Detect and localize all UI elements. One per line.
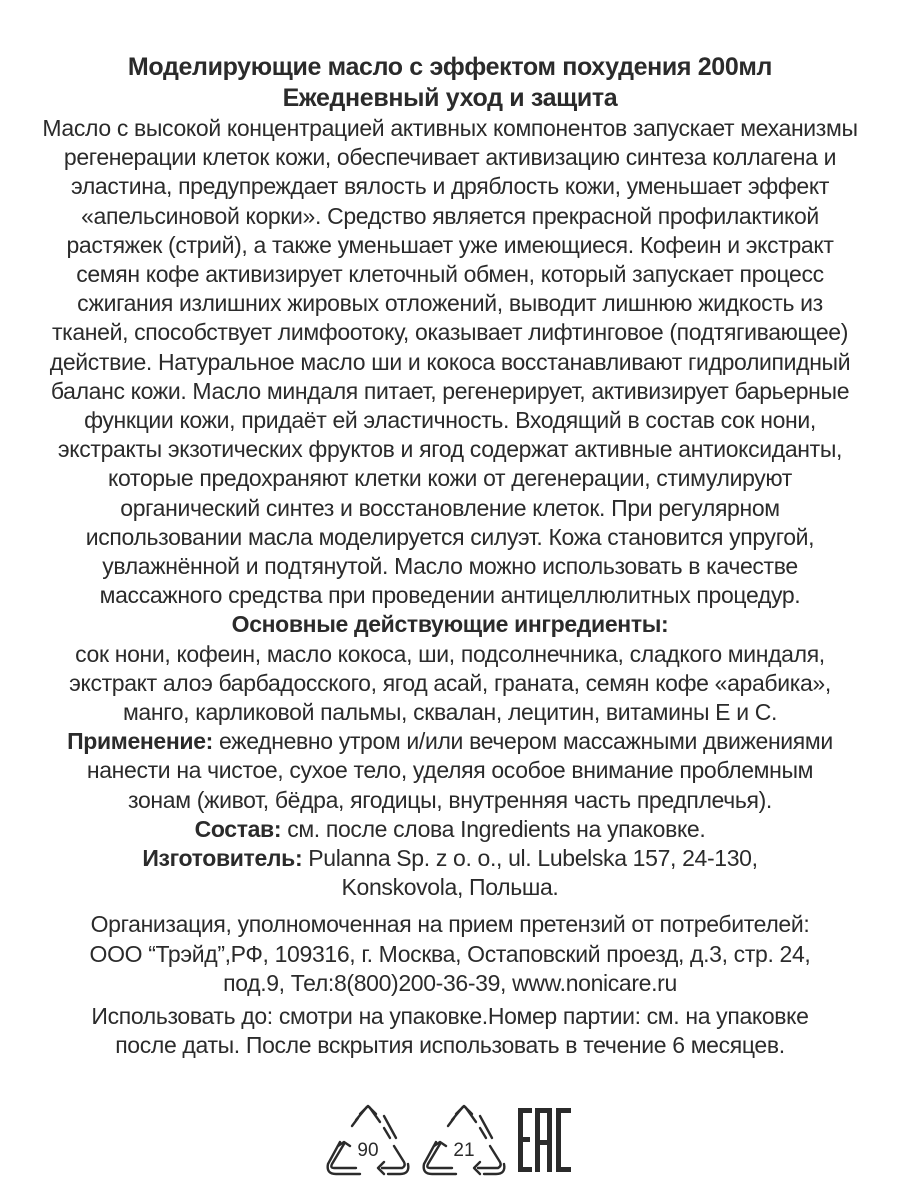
ingredients-heading: Основные действующие ингредиенты: <box>231 611 669 638</box>
description-line: действие. Натуральное масло ши и кокоса восстанавливают гидролипидный <box>49 348 851 375</box>
organization-line: Организация, уполномоченная на прием претензий от потребителей: <box>90 911 810 938</box>
organization-line: под.9, Тел:8(800)200-36-39, www.nonicare.ru <box>223 969 677 996</box>
manufacturer-label: Изготовитель: <box>142 845 303 872</box>
description-line: массажного средства при проведении антицеллюлитных процедур. <box>99 582 801 609</box>
ingredients-line: экстракт алоэ барбадосского, ягод асай, граната, семян кофе «арабика», <box>69 669 831 696</box>
composition-label: Состав: <box>194 815 282 842</box>
usage-text: ежедневно утром и/или вечером массажными движениями <box>212 728 833 755</box>
usage-line <box>0 727 900 756</box>
description-line: регенерации клеток кожи, обеспечивает активизацию синтеза коллагена и <box>63 144 837 171</box>
composition-line <box>0 815 900 844</box>
description-line: семян кофе активизирует клеточный обмен, который запускает процесс <box>76 261 824 288</box>
description-line: баланс кожи. Масло миндаля питает, регенерирует, активизирует барьерные <box>50 377 850 404</box>
product-subtitle: Ежедневный уход и защита <box>282 84 618 112</box>
expiry-line: после даты. После вскрытия использовать в течение 6 месяцев. <box>115 1032 785 1059</box>
description-line: сжигания излишних жировых отложений, выводит лишнюю жидкость из <box>77 290 823 317</box>
recycle-code-90: 90 <box>357 1140 379 1161</box>
recycle-triangle-icon <box>322 1102 414 1178</box>
description-line: Масло с высокой концентрацией активных компонентов запускает механизмы <box>42 115 858 141</box>
eac-mark-icon <box>516 1102 576 1178</box>
usage-line: зонам (живот, бёдра, ягодицы, внутренняя часть предплечья). <box>128 786 772 813</box>
description-line: увлажнённой и подтянутой. Масло можно использовать в качестве <box>102 553 798 580</box>
manufacturer-line: Konskovola, Польша. <box>341 874 559 901</box>
packaging-symbols <box>0 1102 900 1182</box>
description-line: экстракты экзотических фруктов и ягод содержат активные антиоксиданты, <box>57 436 843 463</box>
expiry-line: Использовать до: смотри на упаковке.Номер партии: см. на упаковке <box>91 1003 809 1030</box>
description-line: тканей, способствует лимфоотоку, оказывает лифтинговое (подтягивающее) <box>51 319 849 346</box>
description-line: «апельсиновой корки». Средство является прекрасной профилактикой <box>81 202 819 229</box>
recycle-code-21: 21 <box>453 1140 475 1161</box>
description-line: растяжек (стрий), а также уменьшает уже имеющиеся. Кофеин и экстракт <box>66 231 834 258</box>
manufacturer-line <box>0 844 900 873</box>
ingredients-line: сок нони, кофеин, масло кокоса, ши, подсолнечника, сладкого миндаля, <box>75 640 825 667</box>
manufacturer-text: Pulanna Sp. z o. o., ul. Lubelska 157, 24-130, <box>302 845 758 872</box>
product-title: Моделирующие масло с эффектом похудения 200мл <box>127 53 773 81</box>
organization-line: ООО “Трэйд”,РФ, 109316, г. Москва, Остаповский проезд, д.3, стр. 24, <box>89 940 811 967</box>
description <box>0 114 900 610</box>
usage-line: нанести на чистое, сухое тело, уделяя особое внимание проблемным <box>86 757 814 784</box>
description-line: которые предохраняют клетки кожи от дегенерации, стимулируют <box>107 465 792 492</box>
composition-text: см. после слова Ingredients на упаковке. <box>281 815 706 842</box>
label-text-block <box>0 52 900 1061</box>
recycle-triangle-icon <box>418 1102 510 1178</box>
description-line: функции кожи, придаёт ей эластичность. Входящий в состав сок нони, <box>84 407 816 434</box>
ingredients-line: манго, карликовой пальмы, сквалан, лецитин, витамины Е и С. <box>122 699 778 726</box>
description-line: эластина, предупреждает вялость и дряблость кожи, уменьшает эффект <box>70 173 830 200</box>
description-line: использовании масла моделируется силуэт. Кожа становится упругой, <box>85 523 815 550</box>
description-line: органический синтез и восстановление клеток. При регулярном <box>120 494 780 521</box>
usage-label: Применение: <box>67 728 213 755</box>
